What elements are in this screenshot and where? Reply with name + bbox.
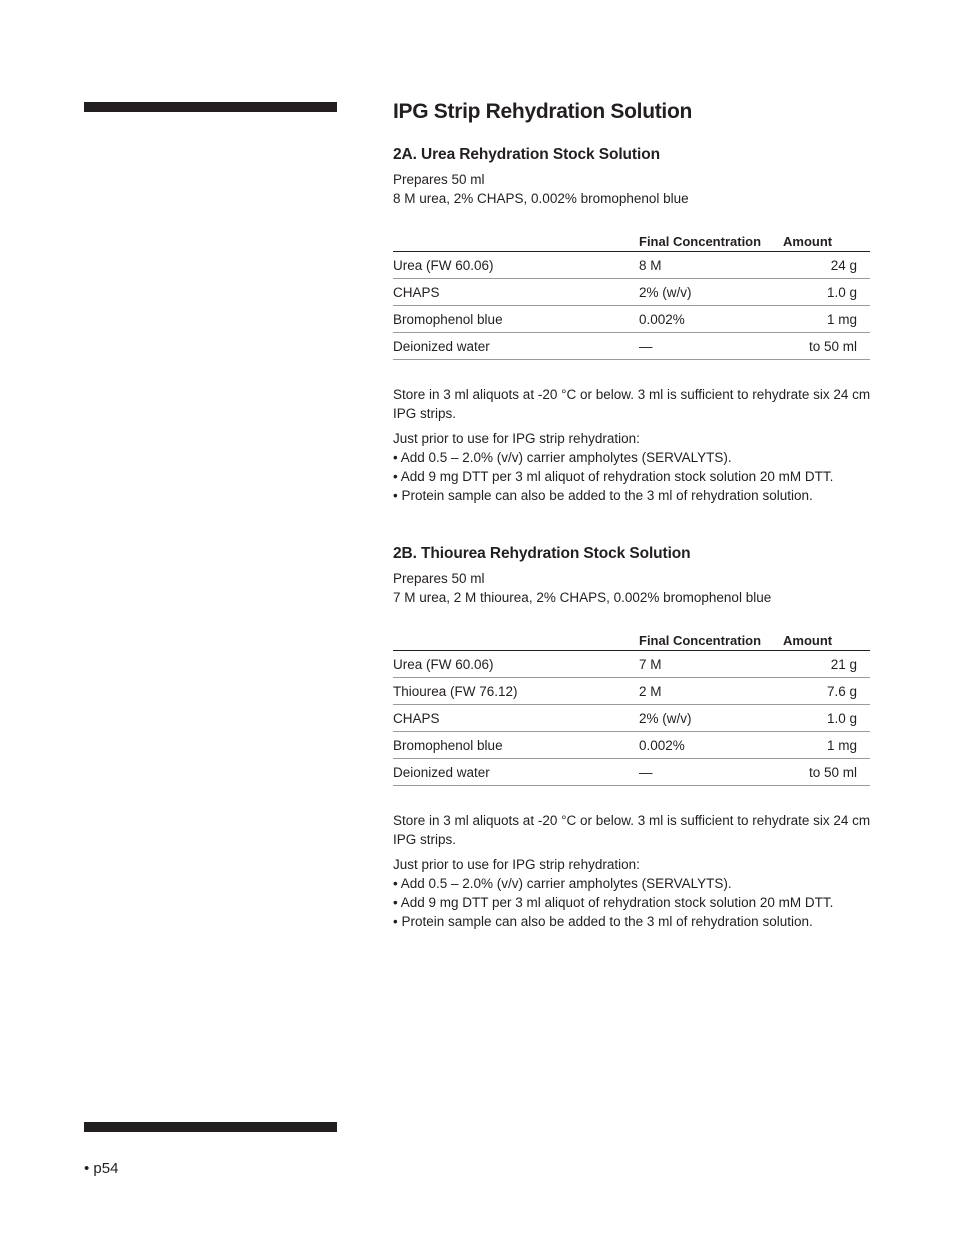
section-meta [393, 570, 871, 607]
table-row [393, 705, 870, 732]
table-header-row [393, 229, 870, 252]
bullet-item: • Add 0.5 – 2.0% (v/v) carrier ampholytes (SERVALYTS). [393, 876, 732, 891]
prepares-text: Prepares 50 ml [393, 571, 485, 586]
bullet-item: • Protein sample can also be added to the 3 ml of rehydration solution. [393, 914, 813, 929]
amount-cell: 1 mg [783, 732, 870, 759]
reagent-cell: Urea (FW 60.06) [393, 252, 639, 279]
concentration-cell: 8 M [639, 252, 783, 279]
table-row [393, 252, 870, 279]
composition-text: 7 M urea, 2 M thiourea, 2% CHAPS, 0.002% bromophenol blue [393, 589, 772, 605]
top-rule [84, 102, 337, 112]
table-row [393, 759, 870, 786]
storage-note: Store in 3 ml aliquots at -20 °C or below. 3 ml is sufficient to rehydrate six 24 cm IPG strips. [393, 813, 871, 847]
reagent-cell: Bromophenol blue [393, 306, 639, 333]
amount-cell: 1.0 g [783, 279, 870, 306]
section-heading: 2A. Urea Rehydration Stock Solution [393, 146, 660, 163]
amount-cell: 1.0 g [783, 705, 870, 732]
amount-cell: to 50 ml [783, 759, 870, 786]
concentration-cell: 2 M [639, 678, 783, 705]
reagent-table [393, 628, 870, 786]
column-header-concentration: Final Concentration [639, 628, 783, 651]
reagent-cell: Deionized water [393, 333, 639, 360]
prepares-text: Prepares 50 ml [393, 172, 485, 187]
table-row [393, 732, 870, 759]
column-header-amount: Amount [783, 229, 870, 252]
prior-use-instructions [393, 429, 871, 505]
page-title: IPG Strip Rehydration Solution [393, 100, 693, 123]
amount-cell: to 50 ml [783, 333, 870, 360]
bottom-rule [84, 1122, 337, 1132]
section-urea [393, 145, 871, 505]
table-header-row [393, 628, 870, 651]
reagent-cell: Bromophenol blue [393, 732, 639, 759]
reagent-table [393, 229, 870, 360]
reagent-cell: Deionized water [393, 759, 639, 786]
table-row [393, 651, 870, 678]
reagent-cell: CHAPS [393, 279, 639, 306]
concentration-cell: 7 M [639, 651, 783, 678]
prior-use-intro: Just prior to use for IPG strip rehydration: [393, 431, 640, 446]
amount-cell: 1 mg [783, 306, 870, 333]
amount-cell: 24 g [783, 252, 870, 279]
amount-cell: 21 g [783, 651, 870, 678]
bullet-item: • Protein sample can also be added to the 3 ml of rehydration solution. [393, 488, 813, 503]
column-header-amount: Amount [783, 628, 870, 651]
concentration-cell: — [639, 333, 783, 360]
concentration-cell: 0.002% [639, 732, 783, 759]
composition-text: 8 M urea, 2% CHAPS, 0.002% bromophenol blue [393, 190, 689, 206]
main-content [393, 98, 871, 931]
bullet-item: • Add 0.5 – 2.0% (v/v) carrier ampholytes (SERVALYTS). [393, 450, 732, 465]
reagent-cell: Thiourea (FW 76.12) [393, 678, 639, 705]
bullet-item: • Add 9 mg DTT per 3 ml aliquot of rehydration stock solution 20 mM DTT. [393, 895, 834, 910]
section-thiourea [393, 544, 871, 931]
reagent-cell: Urea (FW 60.06) [393, 651, 639, 678]
table-row [393, 279, 870, 306]
table-row [393, 306, 870, 333]
table-row [393, 333, 870, 360]
table-row [393, 678, 870, 705]
concentration-cell: 2% (w/v) [639, 279, 783, 306]
page-number: • p54 [84, 1160, 119, 1177]
concentration-cell: — [639, 759, 783, 786]
column-header-concentration: Final Concentration [639, 229, 783, 252]
prior-use-instructions [393, 855, 871, 931]
bullet-item: • Add 9 mg DTT per 3 ml aliquot of rehydration stock solution 20 mM DTT. [393, 469, 834, 484]
section-meta [393, 171, 871, 208]
storage-note: Store in 3 ml aliquots at -20 °C or below. 3 ml is sufficient to rehydrate six 24 cm IPG strips. [393, 387, 871, 421]
reagent-cell: CHAPS [393, 705, 639, 732]
prior-use-intro: Just prior to use for IPG strip rehydration: [393, 857, 640, 872]
column-header-reagent [393, 628, 639, 651]
section-heading: 2B. Thiourea Rehydration Stock Solution [393, 545, 691, 562]
concentration-cell: 2% (w/v) [639, 705, 783, 732]
concentration-cell: 0.002% [639, 306, 783, 333]
column-header-reagent [393, 229, 639, 252]
amount-cell: 7.6 g [783, 678, 870, 705]
